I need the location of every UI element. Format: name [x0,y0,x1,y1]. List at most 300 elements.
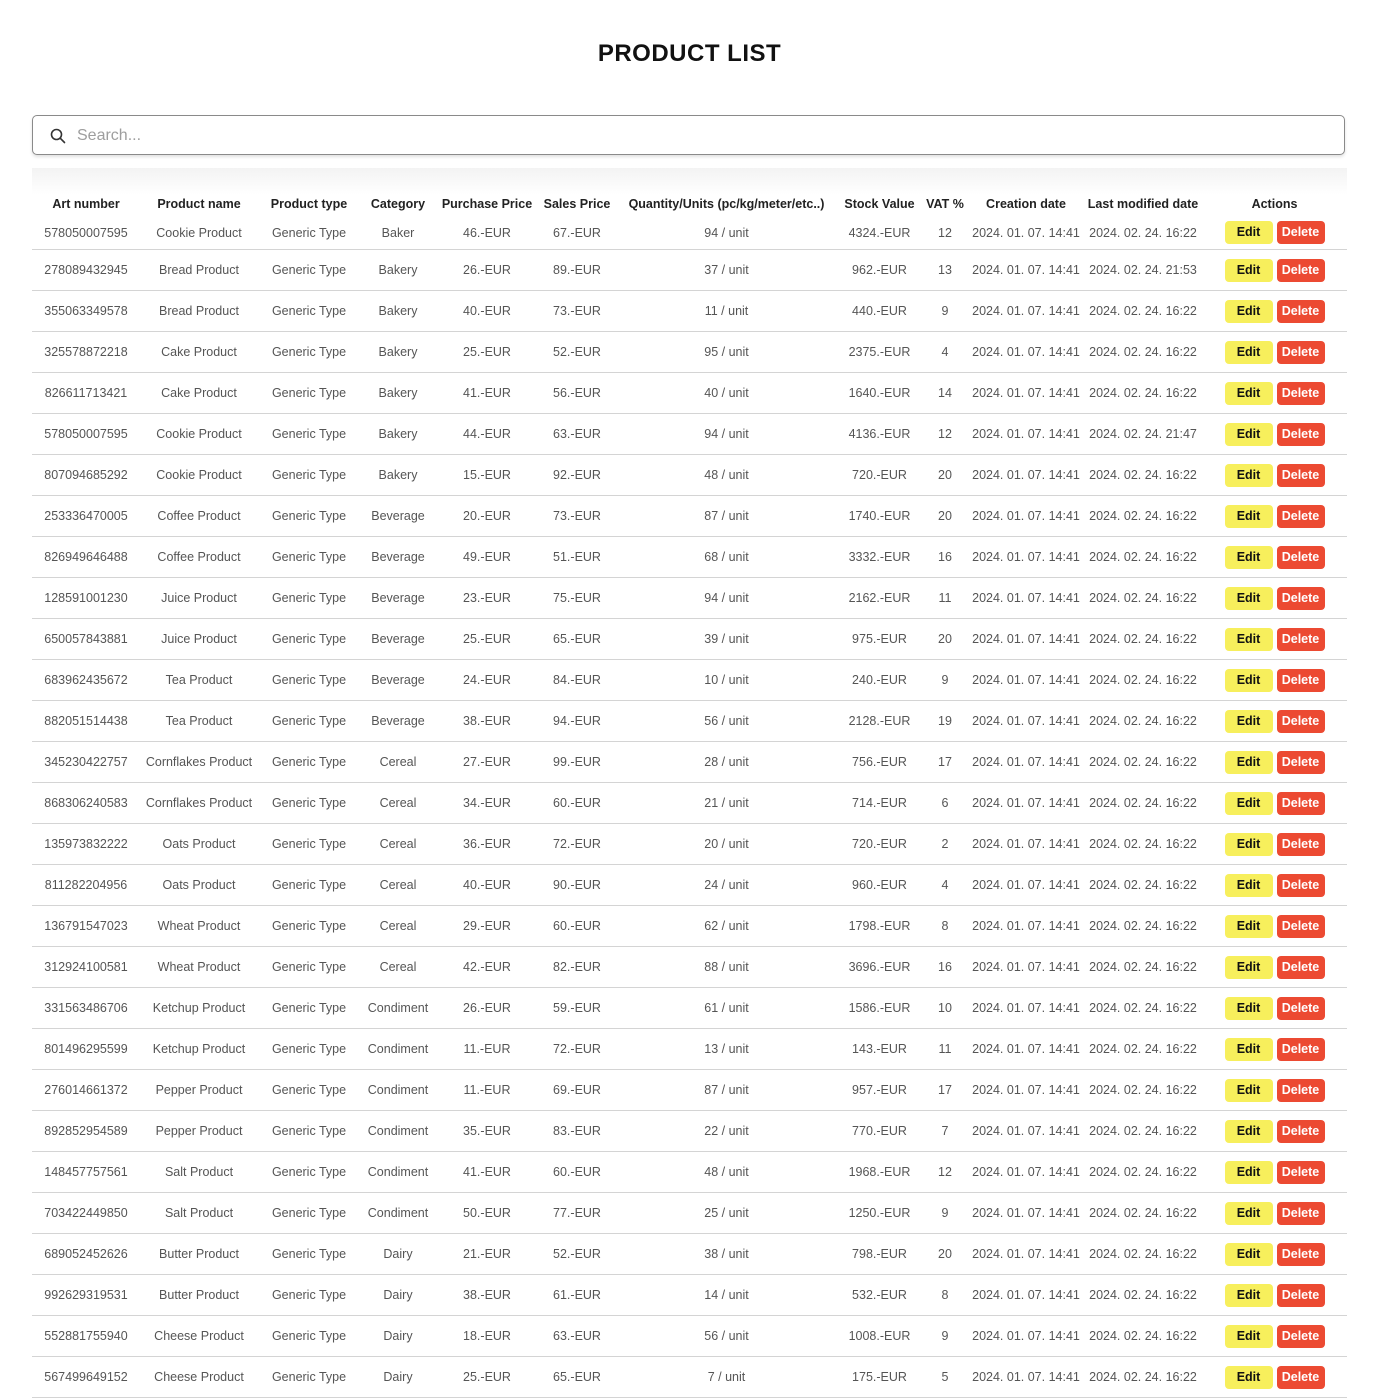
cell-product-type: Generic Type [258,947,360,988]
cell-last-modified-date: 2024. 02. 24. 16:22 [1084,332,1202,373]
cell-art-number: 811282204956 [32,865,140,906]
cell-last-modified-date: 2024. 02. 24. 16:22 [1084,1275,1202,1316]
cell-category: Beverage [360,496,436,537]
cell-purchase-price: 11.-EUR [436,1070,538,1111]
cell-creation-date: 2024. 01. 07. 14:41 [968,783,1084,824]
cell-category: Cereal [360,824,436,865]
col-header-category[interactable]: Category [370,197,426,211]
cell-sales-price: 60.-EUR [538,783,616,824]
cell-product-name: Coffee Product [140,537,258,578]
cell-category: Dairy [360,1275,436,1316]
table-row [32,496,1347,537]
delete-button[interactable]: Delete [1277,382,1325,405]
cell-category: Beverage [360,701,436,742]
edit-button[interactable]: Edit [1225,792,1273,815]
search-box[interactable] [32,115,1345,155]
edit-button[interactable]: Edit [1225,956,1273,979]
edit-button[interactable]: Edit [1225,1243,1273,1266]
cell-stock-value: 1968.-EUR [837,1152,922,1193]
col-header-sales-price[interactable]: Sales Price [543,197,611,211]
cell-quantity: 56 / unit [616,1316,837,1357]
cell-quantity: 10 / unit [616,660,837,701]
cell-actions [1202,1316,1347,1357]
col-header-last-modified-date[interactable]: Last modified date [1087,197,1199,211]
cell-purchase-price: 34.-EUR [436,783,538,824]
cell-vat: 20 [922,619,968,660]
cell-last-modified-date: 2024. 02. 24. 16:22 [1084,1193,1202,1234]
cell-art-number: 868306240583 [32,783,140,824]
cell-art-number: 567499649152 [32,1357,140,1398]
edit-button[interactable]: Edit [1225,1038,1273,1061]
edit-button[interactable]: Edit [1225,587,1273,610]
delete-button[interactable]: Delete [1277,300,1325,323]
cell-stock-value: 798.-EUR [837,1234,922,1275]
cell-stock-value: 143.-EUR [837,1029,922,1070]
cell-product-type: Generic Type [258,537,360,578]
edit-button[interactable]: Edit [1225,341,1273,364]
cell-product-type: Generic Type [258,1152,360,1193]
cell-last-modified-date: 2024. 02. 24. 16:22 [1084,216,1202,250]
product-table [32,168,1347,1398]
cell-creation-date: 2024. 01. 07. 14:41 [968,1316,1084,1357]
cell-vat: 11 [922,1029,968,1070]
cell-product-name: Oats Product [140,865,258,906]
cell-product-name: Pepper Product [140,1070,258,1111]
cell-product-name: Juice Product [140,578,258,619]
edit-button[interactable]: Edit [1225,1202,1273,1225]
cell-product-name: Bread Product [140,291,258,332]
cell-product-type: Generic Type [258,906,360,947]
edit-button[interactable]: Edit [1225,221,1273,244]
cell-category: Condiment [360,988,436,1029]
edit-button[interactable]: Edit [1225,874,1273,897]
cell-creation-date: 2024. 01. 07. 14:41 [968,824,1084,865]
table-row [32,1111,1347,1152]
cell-last-modified-date: 2024. 02. 24. 16:22 [1084,865,1202,906]
cell-purchase-price: 26.-EUR [436,250,538,291]
cell-quantity: 11 / unit [616,291,837,332]
cell-actions [1202,1029,1347,1070]
cell-purchase-price: 11.-EUR [436,1029,538,1070]
edit-button[interactable]: Edit [1225,628,1273,651]
search-input[interactable] [75,121,1329,151]
cell-vat: 16 [922,947,968,988]
cell-vat: 8 [922,906,968,947]
cell-product-name: Cake Product [140,373,258,414]
delete-button[interactable]: Delete [1277,751,1325,774]
table-row [32,455,1347,496]
cell-stock-value: 2162.-EUR [837,578,922,619]
cell-product-type: Generic Type [258,1234,360,1275]
cell-product-type: Generic Type [258,291,360,332]
delete-button[interactable]: Delete [1277,997,1325,1020]
cell-creation-date: 2024. 01. 07. 14:41 [968,988,1084,1029]
cell-actions [1202,1111,1347,1152]
col-header-product-name[interactable]: Product name [157,197,241,211]
cell-sales-price: 75.-EUR [538,578,616,619]
cell-actions [1202,250,1347,291]
cell-product-name: Wheat Product [140,947,258,988]
delete-button[interactable]: Delete [1277,259,1325,282]
edit-button[interactable]: Edit [1225,546,1273,569]
cell-stock-value: 960.-EUR [837,865,922,906]
delete-button[interactable]: Delete [1277,423,1325,446]
cell-stock-value: 1008.-EUR [837,1316,922,1357]
cell-product-type: Generic Type [258,1029,360,1070]
cell-category: Bakery [360,414,436,455]
table-row [32,824,1347,865]
cell-art-number: 355063349578 [32,291,140,332]
cell-product-type: Generic Type [258,496,360,537]
cell-product-type: Generic Type [258,578,360,619]
cell-art-number: 992629319531 [32,1275,140,1316]
cell-stock-value: 756.-EUR [837,742,922,783]
cell-vat: 12 [922,1152,968,1193]
delete-button[interactable]: Delete [1277,341,1325,364]
delete-button[interactable]: Delete [1277,710,1325,733]
cell-vat: 9 [922,1193,968,1234]
cell-product-type: Generic Type [258,1193,360,1234]
edit-button[interactable]: Edit [1225,1120,1273,1143]
cell-last-modified-date: 2024. 02. 24. 16:22 [1084,619,1202,660]
table-row [32,619,1347,660]
cell-art-number: 345230422757 [32,742,140,783]
col-header-vat[interactable]: VAT % [926,197,964,211]
table-row [32,1234,1347,1275]
cell-quantity: 48 / unit [616,1152,837,1193]
cell-last-modified-date: 2024. 02. 24. 16:22 [1084,537,1202,578]
cell-purchase-price: 25.-EUR [436,619,538,660]
cell-stock-value: 240.-EUR [837,660,922,701]
cell-product-name: Butter Product [140,1234,258,1275]
delete-button[interactable]: Delete [1277,587,1325,610]
table-row [32,1029,1347,1070]
cell-vat: 12 [922,414,968,455]
cell-stock-value: 3696.-EUR [837,947,922,988]
cell-category: Beverage [360,537,436,578]
table-row [32,1152,1347,1193]
edit-button[interactable]: Edit [1225,1079,1273,1102]
table-row [32,947,1347,988]
cell-last-modified-date: 2024. 02. 24. 16:22 [1084,578,1202,619]
cell-stock-value: 4136.-EUR [837,414,922,455]
cell-vat: 14 [922,373,968,414]
cell-category: Baker [360,216,436,250]
cell-quantity: 95 / unit [616,332,837,373]
cell-purchase-price: 40.-EUR [436,865,538,906]
cell-product-type: Generic Type [258,1275,360,1316]
edit-button[interactable]: Edit [1225,669,1273,692]
cell-quantity: 21 / unit [616,783,837,824]
cell-stock-value: 440.-EUR [837,291,922,332]
cell-sales-price: 56.-EUR [538,373,616,414]
cell-product-name: Bread Product [140,250,258,291]
cell-purchase-price: 46.-EUR [436,216,538,250]
cell-vat: 7 [922,1111,968,1152]
cell-purchase-price: 15.-EUR [436,455,538,496]
cell-sales-price: 89.-EUR [538,250,616,291]
table-row [32,742,1347,783]
cell-purchase-price: 24.-EUR [436,660,538,701]
delete-button[interactable]: Delete [1277,833,1325,856]
cell-purchase-price: 25.-EUR [436,332,538,373]
cell-quantity: 22 / unit [616,1111,837,1152]
table-row [32,783,1347,824]
cell-actions [1202,414,1347,455]
cell-quantity: 40 / unit [616,373,837,414]
cell-vat: 16 [922,537,968,578]
table-row [32,660,1347,701]
cell-category: Bakery [360,250,436,291]
cell-product-name: Cookie Product [140,455,258,496]
edit-button[interactable]: Edit [1225,1284,1273,1307]
delete-button[interactable]: Delete [1277,669,1325,692]
cell-category: Beverage [360,619,436,660]
delete-button[interactable]: Delete [1277,1161,1325,1184]
cell-stock-value: 2375.-EUR [837,332,922,373]
edit-button[interactable]: Edit [1225,1366,1273,1389]
cell-creation-date: 2024. 01. 07. 14:41 [968,1234,1084,1275]
cell-quantity: 61 / unit [616,988,837,1029]
cell-product-name: Butter Product [140,1275,258,1316]
col-header-purchase-price[interactable]: Purchase Price [441,197,533,211]
cell-product-name: Cheese Product [140,1316,258,1357]
cell-product-type: Generic Type [258,865,360,906]
edit-button[interactable]: Edit [1225,259,1273,282]
cell-last-modified-date: 2024. 02. 24. 16:22 [1084,1029,1202,1070]
cell-art-number: 331563486706 [32,988,140,1029]
cell-actions [1202,455,1347,496]
cell-sales-price: 77.-EUR [538,1193,616,1234]
cell-product-type: Generic Type [258,455,360,496]
cell-last-modified-date: 2024. 02. 24. 21:53 [1084,250,1202,291]
cell-actions [1202,1070,1347,1111]
table-body [32,216,1347,1398]
cell-stock-value: 720.-EUR [837,455,922,496]
cell-product-name: Cheese Product [140,1357,258,1398]
cell-creation-date: 2024. 01. 07. 14:41 [968,1070,1084,1111]
table-header-row [32,168,1347,216]
cell-category: Bakery [360,373,436,414]
cell-actions [1202,865,1347,906]
edit-button[interactable]: Edit [1225,300,1273,323]
cell-product-name: Tea Product [140,701,258,742]
cell-art-number: 253336470005 [32,496,140,537]
delete-button[interactable]: Delete [1277,1325,1325,1348]
cell-creation-date: 2024. 01. 07. 14:41 [968,1111,1084,1152]
delete-button[interactable]: Delete [1277,221,1325,244]
cell-purchase-price: 25.-EUR [436,1357,538,1398]
cell-category: Cereal [360,783,436,824]
edit-button[interactable]: Edit [1225,997,1273,1020]
cell-creation-date: 2024. 01. 07. 14:41 [968,455,1084,496]
delete-button[interactable]: Delete [1277,464,1325,487]
cell-creation-date: 2024. 01. 07. 14:41 [968,291,1084,332]
cell-quantity: 24 / unit [616,865,837,906]
cell-product-name: Ketchup Product [140,1029,258,1070]
cell-vat: 19 [922,701,968,742]
cell-art-number: 650057843881 [32,619,140,660]
search-icon [50,128,66,144]
table-row [32,578,1347,619]
cell-actions [1202,1152,1347,1193]
table-row [32,906,1347,947]
cell-quantity: 38 / unit [616,1234,837,1275]
table-row [32,1316,1347,1357]
cell-product-type: Generic Type [258,824,360,865]
edit-button[interactable]: Edit [1225,710,1273,733]
cell-stock-value: 4324.-EUR [837,216,922,250]
cell-quantity: 88 / unit [616,947,837,988]
cell-product-type: Generic Type [258,250,360,291]
cell-category: Dairy [360,1357,436,1398]
col-header-creation-date[interactable]: Creation date [986,197,1066,211]
col-header-art-number[interactable]: Art number [52,197,120,211]
delete-button[interactable]: Delete [1277,628,1325,651]
cell-last-modified-date: 2024. 02. 24. 16:22 [1084,906,1202,947]
edit-button[interactable]: Edit [1225,1161,1273,1184]
table-row [32,414,1347,455]
cell-quantity: 62 / unit [616,906,837,947]
edit-button[interactable]: Edit [1225,751,1273,774]
cell-actions [1202,906,1347,947]
delete-button[interactable]: Delete [1277,874,1325,897]
cell-vat: 17 [922,1070,968,1111]
cell-quantity: 87 / unit [616,496,837,537]
cell-sales-price: 59.-EUR [538,988,616,1029]
cell-product-name: Coffee Product [140,496,258,537]
edit-button[interactable]: Edit [1225,464,1273,487]
cell-product-type: Generic Type [258,216,360,250]
cell-art-number: 826949646488 [32,537,140,578]
col-header-product-type[interactable]: Product type [270,197,348,211]
delete-button[interactable]: Delete [1277,546,1325,569]
cell-product-type: Generic Type [258,332,360,373]
cell-actions [1202,373,1347,414]
cell-quantity: 37 / unit [616,250,837,291]
cell-creation-date: 2024. 01. 07. 14:41 [968,1152,1084,1193]
cell-sales-price: 65.-EUR [538,619,616,660]
cell-purchase-price: 21.-EUR [436,1234,538,1275]
cell-last-modified-date: 2024. 02. 24. 16:22 [1084,1152,1202,1193]
edit-button[interactable]: Edit [1225,1325,1273,1348]
cell-sales-price: 72.-EUR [538,824,616,865]
cell-purchase-price: 18.-EUR [436,1316,538,1357]
cell-creation-date: 2024. 01. 07. 14:41 [968,906,1084,947]
cell-art-number: 689052452626 [32,1234,140,1275]
table-row [32,373,1347,414]
cell-sales-price: 60.-EUR [538,906,616,947]
cell-last-modified-date: 2024. 02. 24. 16:22 [1084,742,1202,783]
cell-quantity: 68 / unit [616,537,837,578]
delete-button[interactable]: Delete [1277,1202,1325,1225]
cell-art-number: 312924100581 [32,947,140,988]
edit-button[interactable]: Edit [1225,833,1273,856]
cell-sales-price: 63.-EUR [538,414,616,455]
cell-purchase-price: 23.-EUR [436,578,538,619]
cell-purchase-price: 35.-EUR [436,1111,538,1152]
cell-category: Cereal [360,906,436,947]
cell-product-name: Cookie Product [140,414,258,455]
cell-art-number: 892852954589 [32,1111,140,1152]
cell-actions [1202,1357,1347,1398]
cell-creation-date: 2024. 01. 07. 14:41 [968,414,1084,455]
cell-vat: 6 [922,783,968,824]
cell-product-name: Juice Product [140,619,258,660]
cell-purchase-price: 38.-EUR [436,1275,538,1316]
cell-product-name: Cornflakes Product [140,783,258,824]
cell-creation-date: 2024. 01. 07. 14:41 [968,701,1084,742]
cell-product-type: Generic Type [258,701,360,742]
cell-stock-value: 1586.-EUR [837,988,922,1029]
cell-category: Bakery [360,332,436,373]
cell-quantity: 20 / unit [616,824,837,865]
cell-sales-price: 52.-EUR [538,1234,616,1275]
edit-button[interactable]: Edit [1225,423,1273,446]
cell-stock-value: 770.-EUR [837,1111,922,1152]
cell-quantity: 13 / unit [616,1029,837,1070]
cell-actions [1202,291,1347,332]
cell-purchase-price: 44.-EUR [436,414,538,455]
edit-button[interactable]: Edit [1225,505,1273,528]
delete-button[interactable]: Delete [1277,956,1325,979]
cell-category: Bakery [360,455,436,496]
cell-vat: 10 [922,988,968,1029]
cell-product-type: Generic Type [258,414,360,455]
cell-vat: 20 [922,1234,968,1275]
col-header-quantity[interactable]: Quantity/Units (pc/kg/meter/etc..) [628,197,825,211]
cell-actions [1202,783,1347,824]
delete-button[interactable]: Delete [1277,1366,1325,1389]
delete-button[interactable]: Delete [1277,1284,1325,1307]
delete-button[interactable]: Delete [1277,505,1325,528]
cell-stock-value: 962.-EUR [837,250,922,291]
cell-product-type: Generic Type [258,1111,360,1152]
cell-actions [1202,537,1347,578]
edit-button[interactable]: Edit [1225,382,1273,405]
delete-button[interactable]: Delete [1277,1243,1325,1266]
cell-actions [1202,742,1347,783]
cell-creation-date: 2024. 01. 07. 14:41 [968,865,1084,906]
cell-sales-price: 73.-EUR [538,291,616,332]
table-row [32,865,1347,906]
cell-vat: 9 [922,1316,968,1357]
cell-sales-price: 61.-EUR [538,1275,616,1316]
delete-button[interactable]: Delete [1277,1120,1325,1143]
cell-category: Dairy [360,1316,436,1357]
cell-creation-date: 2024. 01. 07. 14:41 [968,537,1084,578]
cell-last-modified-date: 2024. 02. 24. 16:22 [1084,660,1202,701]
cell-product-type: Generic Type [258,373,360,414]
cell-creation-date: 2024. 01. 07. 14:41 [968,1275,1084,1316]
delete-button[interactable]: Delete [1277,1079,1325,1102]
delete-button[interactable]: Delete [1277,792,1325,815]
col-header-stock-value[interactable]: Stock Value [844,197,915,211]
cell-stock-value: 714.-EUR [837,783,922,824]
cell-quantity: 39 / unit [616,619,837,660]
cell-quantity: 94 / unit [616,578,837,619]
cell-art-number: 276014661372 [32,1070,140,1111]
cell-vat: 4 [922,332,968,373]
cell-actions [1202,216,1347,250]
cell-actions [1202,947,1347,988]
edit-button[interactable]: Edit [1225,915,1273,938]
cell-category: Condiment [360,1070,436,1111]
delete-button[interactable]: Delete [1277,915,1325,938]
delete-button[interactable]: Delete [1277,1038,1325,1061]
cell-category: Dairy [360,1234,436,1275]
cell-creation-date: 2024. 01. 07. 14:41 [968,742,1084,783]
